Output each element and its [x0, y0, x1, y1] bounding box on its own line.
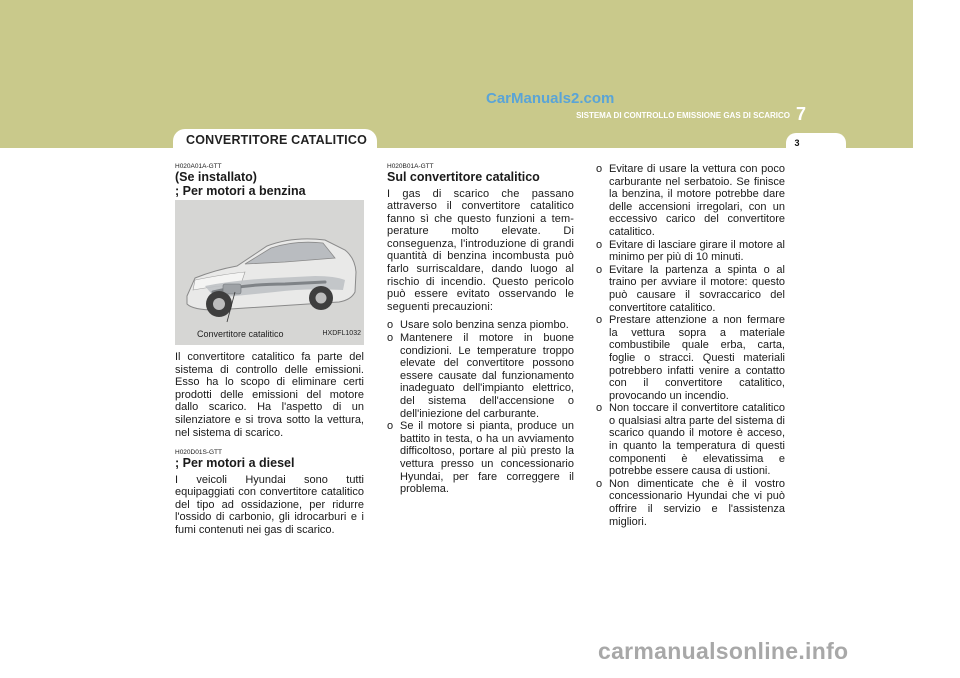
- car-illustration: [175, 200, 364, 345]
- list-item: o Evitare di usare la vettura con poco carburante nel serbatoio. Se finisce la benzina, il motore potrebbe dare delle accensioni irregolari, con un eccessivo carico del convertitore catalitico.: [596, 163, 785, 238]
- list-item: o Non toccare il convertitore catalitico o qualsiasi altra parte del sistema di scarico quando il motore è acceso, in quanto la temperatura di questi componenti è elevatissima e potrebbe essere causa di ustioni.: [596, 402, 785, 478]
- footer-watermark: carmanualsonline.info: [598, 638, 849, 664]
- column-1: [175, 163, 364, 537]
- column-3: [596, 163, 785, 528]
- precaution-list: [387, 319, 574, 495]
- figure-code: HXDFL1032: [322, 330, 361, 338]
- chapter-title: SISTEMA DI CONTROLLO EMISSIONE GAS DI SCARICO: [576, 111, 790, 120]
- precaution-list-continued: [596, 163, 785, 528]
- header-band: [0, 0, 913, 148]
- list-item: o Evitare la partenza a spinta o al traino per avviare il motore: questo può causare il sovraccarico del convertitore catalitico.: [596, 263, 785, 314]
- section-code: H020B01A-GTT: [387, 163, 434, 170]
- list-item: o Mantenere il motore in buone condizioni. Le temperature troppo elevate del convertitore possono essere causate dal funzionamento inadeguato dell'impianto elettrico, del sistema dell'accensione o dell'iniezione del carburante.: [387, 332, 574, 420]
- list-item: o Usare solo benzina senza piombo.: [387, 319, 569, 332]
- page-number: 3: [794, 138, 800, 148]
- car-icon: [175, 200, 364, 345]
- paragraph-precautions: I gas di scarico che passano attraverso il convertitore catalitico fanno sì che questo funzioni a tem-perature molto elevate. Di conseguenza, l'introduzione di grandi quantità di benzina incombusta può farlo surriscaldare, dando luogo al rischio di incendio. Questo pericolo può essere evitato osservando le seguenti precauzioni:: [387, 187, 574, 313]
- paragraph-diesel: I veicoli Hyundai sono tutti equipaggiati con convertitore catalitico del tipo ad ossidazione, per ridurre l'ossido di carbonio, gli idrocarburi e i fumi contenuti nei gas di scarico.: [175, 473, 364, 537]
- list-item: o Se il motore si pianta, produce un battito in testa, o ha un avviamento difficoltoso, portare al più presto la vettura presso un concessionario Hyundai, per fare correggere il problema.: [387, 420, 574, 496]
- column-2: [387, 163, 574, 496]
- figure-caption: Convertitore catalitico: [197, 329, 284, 340]
- list-item: o Evitare di lasciare girare il motore al minimo per più di 10 minuti.: [596, 238, 785, 264]
- section-title: CONVERTITORE CATALITICO: [186, 133, 367, 147]
- heading-petrol: ; Per motori a benzina: [175, 183, 306, 198]
- heading-diesel: ; Per motori a diesel: [175, 456, 295, 471]
- site-link[interactable]: CarManuals2.com: [486, 90, 615, 107]
- paragraph-catalytic-intro: Il convertitore catalitico fa parte del sistema di controllo delle emissioni. Esso ha lo scopo di eliminare certi prodotti delle emissioni del motore dallo scarico. Ha l'aspetto di un silenziatore e si trova sotto la vettura, nel sistema di scarico.: [175, 351, 364, 439]
- list-item: o Non dimenticate che è il vostro concessionario Hyundai che vi può offrire il servizio e l'assistenza migliori.: [596, 477, 785, 528]
- section-code: H020D01S-GTT: [175, 449, 222, 457]
- heading-about-catalytic: Sul convertitore catalitico: [387, 170, 540, 184]
- heading-installed: (Se installato): [175, 170, 257, 184]
- list-item: o Prestare attenzione a non fermare la vettura sopra a materiale combustibile quale erba, carta, foglie o stracci. Questi materiali potrebbero infatti venire a contatto con il convertitore catalitico, provocando un incendio.: [596, 314, 785, 402]
- chapter-number: 7: [796, 104, 807, 124]
- section-code: H020A01A-GTT: [175, 163, 222, 170]
